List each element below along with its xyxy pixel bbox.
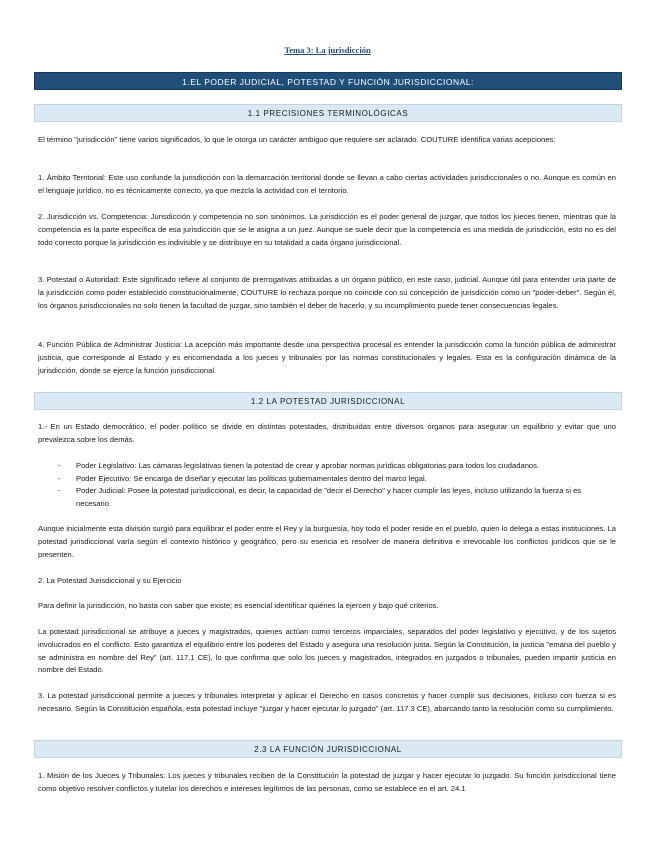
document-title: Tema 3: La jurisdicción — [284, 45, 371, 55]
paragraph-jurisdiccion-competencia: 2. Jurisdicción vs. Competencia: Jurisdicción y competencia no son sinónimos. La jurisdicción es el poder general de juzgar, que todos los jueces tienen, mientras que la competencia es la parte específica de esa jurisdicción que se le asigna a un juez. Aunque se suele decir que la competencia es una medida de jurisdicción, esto no es del todo correcto porque la jurisdicción es indivisible y se distribuye en su totalidad a cada órgano jurisdiccional. — [38, 212, 616, 247]
bullet-poder-legislativo — [38, 460, 616, 473]
section-heading-1: 1.EL PODER JUDICIAL, POTESTAD Y FUNCIÓN JURISDICCIONAL: — [34, 72, 622, 90]
paragraph-funcion-publica: 4. Función Pública de Administrar Justicia: La acepción más importante desde una perspectiva procesal es entender la jurisdicción como la función pública de administrar justicia, que corresponde al Estado y es encomendada a los jueces y tribunales por las normas constitucionales y legales. Esta es la configuración dinámica de la jurisdicción, donde se ejerce la función jurisdiccional. — [38, 340, 616, 375]
subsection-heading-2-3: 2.3 LA FUNCIÓN JURISDICCIONAL — [34, 740, 622, 758]
paragraph-definir-jurisdiccion: Para definir la jurisdicción, no basta con saber que existe; es esencial identificar quiénes la ejercen y bajo qué criterios. — [38, 601, 439, 610]
bullet-dash: - — [58, 486, 61, 496]
paragraph-ambito-territorial: 1. Ámbito Territorial: Este uso confunde la jurisdicción con la demarcación territorial donde se llevan a cabo ciertas actividades jurisdiccionales o no. Aunque es común en el lenguaje jurídico, no es técnicamente correcto, ya que mezcla la actividad con el territorio. — [38, 173, 616, 195]
subsection-heading-1-1: 1.1 PRECISIONES TERMINOLÓGICAS — [34, 104, 622, 122]
paragraph-estado-democratico: 1.- En un Estado democrático, el poder político se divide en distintas potestades, distribuidas entre diversos órganos para asegurar un equilibrio y evitar que uno prevalezca sobre los demás. — [38, 422, 616, 444]
bullet-text: Poder Judicial: Posee la potestad jurisdiccional, es decir, la capacidad de "decir el Derecho" y hacer cumplir las leyes, incluso utilizando la fuerza si es necesario. — [76, 486, 582, 508]
bullet-list-poderes — [38, 460, 616, 510]
bullet-text: Poder Ejecutivo: Se encarga de diseñar y ejecutar las políticas gubernamentales dentro del marco legal. — [76, 473, 427, 483]
paragraph-mision-jueces: 1. Misión de los Jueces y Tribunales: Los jueces y tribunales reciben de la Constitución la potestad de juzgar y hacer ejecutar lo juzgado. Su función jurisdiccional tiene como objetivo resolver conflictos y tutelar los derechos e intereses legítimos de las personas, como se establece en el art. 24.1 — [38, 771, 616, 793]
bullet-dash: - — [58, 461, 61, 470]
bullet-poder-judicial — [38, 485, 616, 510]
paragraph-division-poder: Aunque inicialmente esta división surgió para equilibrar el poder entre el Rey y la burguesía, hoy todo el poder reside en el pueblo, quien lo delega a estas instituciones. La potestad jurisdiccional varía según el contexto histórico y geográfico, pero su esencia es resolver de manera definitiva e irrevocable los conflictos jurídicos que se le presenten. — [38, 524, 616, 559]
bullet-dash: - — [58, 473, 61, 483]
paragraph-atribucion-potestad: La potestad jurisdiccional se atribuye a jueces y magistrados, quienes actúan como terceros imparciales, separados del poder legislativo y ejecutivo, y de los sujetos involucrados en el conflicto. Esto garantiza el equilibrio entre los poderes del Estado y asegura una resolución justa. Según la Constitución, la justicia "emana del pueblo y se administra en nombre del Rey" (art. 117.1 CE), lo que confirma que solo los jueces y magistrados, integrados en juzgados o tribunales, pueden impartir justicia en nombre del Estado. — [38, 627, 616, 675]
bullet-poder-ejecutivo — [38, 473, 616, 486]
paragraph-intro: El término "jurisdicción" tiene varios significados, lo que le otorga un carácter ambiguo que requiere ser aclarado. COUTURE identifica varias acepciones: — [38, 135, 556, 144]
paragraph-potestad-autoridad: 3. Potestad o Autoridad: Este significado refiere al conjunto de prerrogativas atribuidas a un órgano público, en este caso, judicial. Aunque útil para entender una parte de la jurisdicción como poder establecido constitucionalmente, COUTURE lo rechaza porque no coincide con su concepción de jurisdicción como un "poder-deber". Según él, los órganos jurisdiccionales no solo tienen la facultad de juzgar, sino también el deber de hacerlo, y su incumplimiento puede tener consecuencias legales. — [38, 275, 616, 310]
paragraph-subtitle-ejercicio: 2. La Potestad Jurisdiccional y su Ejercicio — [38, 576, 182, 585]
bullet-text: Poder Legislativo: Las cámaras legislativas tienen la potestad de crear y aprobar normas jurídicas obligatorias para todos los ciudadanos. — [76, 461, 540, 470]
subsection-heading-1-2: 1.2 LA POTESTAD JURISDICCIONAL — [34, 392, 622, 410]
paragraph-interpretar-aplicar: 3. La potestad jurisdiccional permite a jueces y tribunales interpretar y aplicar el Derecho en casos concretos y hacer cumplir sus decisiones, incluso con fuerza si es necesario. Según la Constitución española, esta potestad incluye "juzgar y hacer ejecutar lo juzgado" (art. 117.3 CE), abarcando tanto la resolución como su cumplimiento. — [38, 691, 616, 713]
